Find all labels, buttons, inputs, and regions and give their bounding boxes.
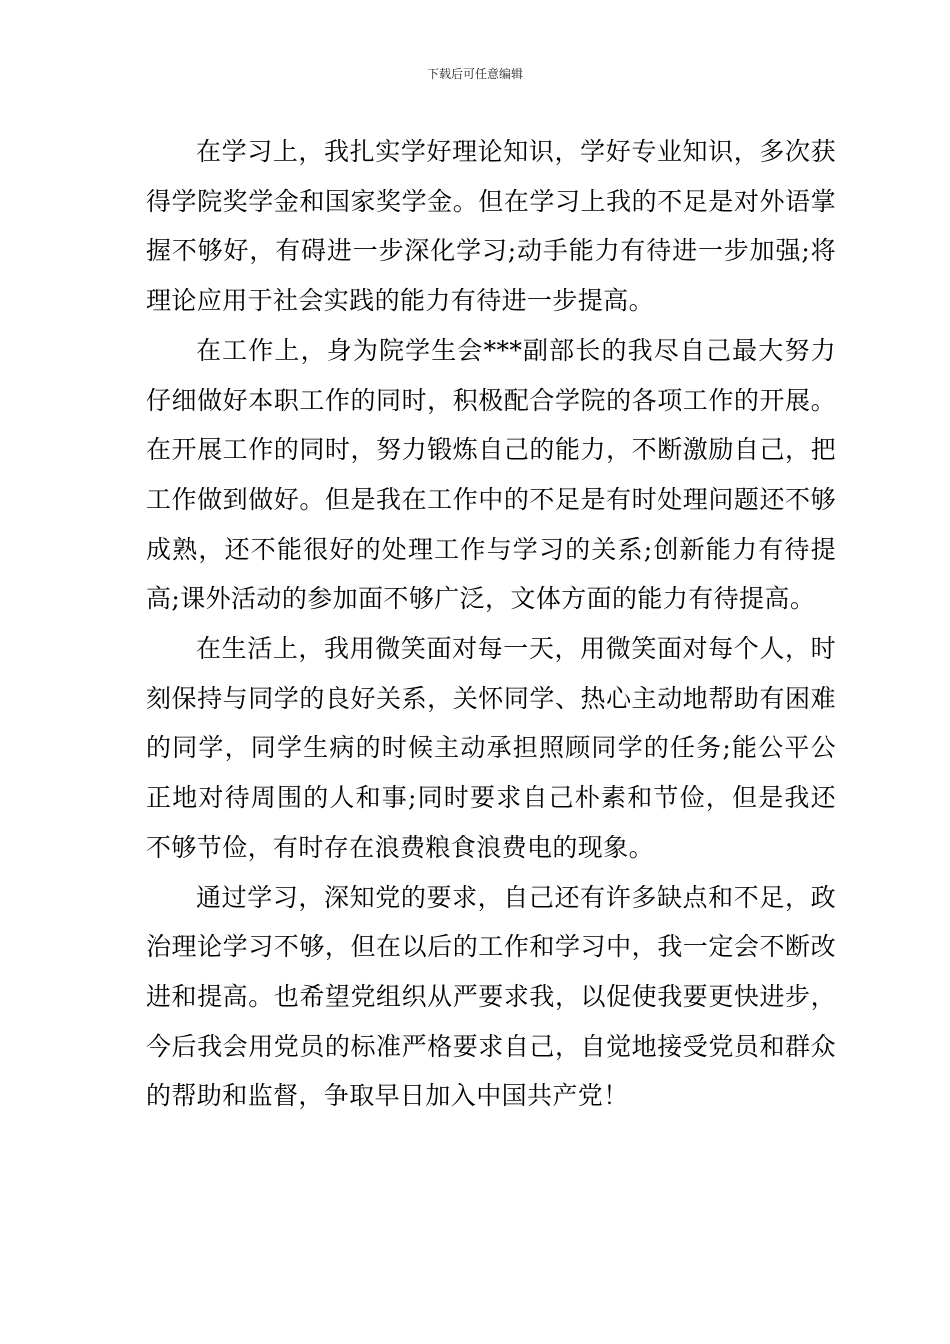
paragraph-work: 在工作上，身为院学生会***副部长的我尽自己最大努力仔细做好本职工作的同时，积极配合学院的各项工作的开展。在开展工作的同时，努力锻炼自己的能力，不断激励自己，把工作做到做好。但是我在工作中的不足是有时处理问题还不够成熟，还不能很好的处理工作与学习的关系;创新能力有待提高;课外活动的参加面不够广泛，文体方面的能力有待提高。: [146, 335, 836, 614]
paragraph-study: 在学习上，我扎实学好理论知识，学好专业知识，多次获得学院奖学金和国家奖学金。但在学习上我的不足是对外语掌握不够好，有碍进一步深化学习;动手能力有待进一步加强;将理论应用于社会实践的能力有待进一步提高。: [146, 137, 836, 316]
header-note: 下载后可任意编辑: [426, 67, 523, 81]
paragraph-life: 在生活上，我用微笑面对每一天，用微笑面对每个人，时刻保持与同学的良好关系，关怀同学、热心主动地帮助有困难的同学，同学生病的时候主动承担照顾同学的任务;能公平公正地对待周围的人和事;同时要求自己朴素和节俭，但是我还不够节俭，有时存在浪费粮食浪费电的现象。: [146, 634, 836, 862]
document-body: [146, 127, 836, 1121]
paragraph-conclusion: 通过学习，深知党的要求，自己还有许多缺点和不足，政治理论学习不够，但在以后的工作和学习中，我一定会不断改进和提高。也希望党组织从严要求我，以促使我要更快进步，今后我会用党员的标准严格要求自己，自觉地接受党员和群众的帮助和监督，争取早日加入中国共产党！: [146, 882, 836, 1111]
